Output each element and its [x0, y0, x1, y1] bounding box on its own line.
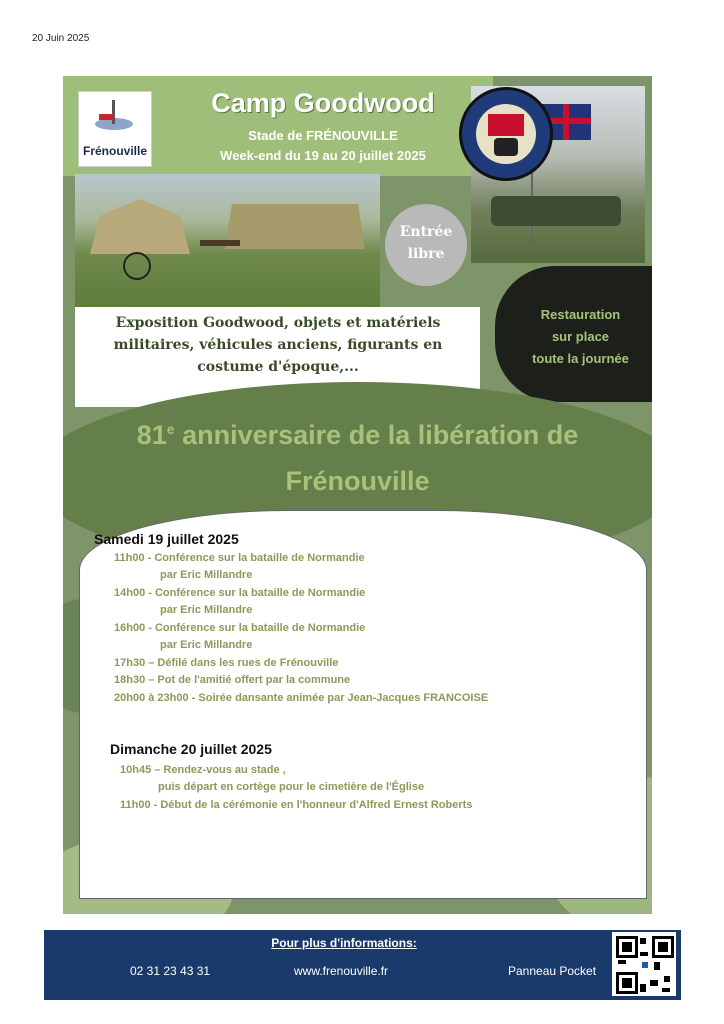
event-dates: Week-end du 19 au 20 juillet 2025	[220, 148, 426, 163]
website-link[interactable]: www.frenouville.fr	[294, 964, 389, 978]
catering-text: Restauration sur place toute la journée	[532, 307, 629, 366]
program-panel	[79, 510, 647, 899]
poster-title: Camp Goodwood	[211, 88, 435, 118]
list-item: 10h45 – Rendez-vous au stade ,	[120, 764, 286, 776]
sunday-heading: Dimanche 20 juillet 2025	[110, 741, 272, 757]
phone-number: 02 31 23 43 31	[130, 964, 211, 978]
list-item: 16h00 - Conférence sur la bataille de Normandie	[114, 622, 366, 634]
anniversary-heading: 81e anniversaire de la libération de	[136, 420, 579, 450]
list-item: 20h00 à 23h00 - Soirée dansante animée par Jean-Jacques FRANCOISE	[114, 692, 489, 704]
town-logo	[78, 91, 152, 167]
venue: Stade de FRÉNOUVILLE	[248, 128, 398, 143]
camp-photo	[75, 174, 380, 307]
list-item: par Eric Millandre	[160, 639, 253, 651]
list-item: 17h30 – Défilé dans les rues de Frénouville	[114, 657, 339, 669]
list-item: par Eric Millandre	[160, 569, 253, 581]
france-memoire-badge	[459, 87, 553, 181]
event-poster	[63, 76, 652, 914]
anniversary-town: Frénouville	[285, 466, 430, 496]
saturday-heading: Samedi 19 juillet 2025	[94, 531, 239, 547]
list-item: 11h00 - Début de la cérémonie en l'honneur d'Alfred Ernest Roberts	[120, 799, 473, 811]
info-footer	[44, 930, 681, 1000]
list-item: par Eric Millandre	[160, 604, 253, 616]
document-date: 20 Juin 2025	[32, 33, 90, 44]
qr-code[interactable]	[612, 932, 676, 996]
logo-text: Frénouville	[82, 144, 147, 158]
list-item: 11h00 - Conférence sur la bataille de Normandie	[114, 552, 365, 564]
list-item: 14h00 - Conférence sur la bataille de Normandie	[114, 587, 366, 599]
panneau-pocket: Panneau Pocket	[508, 964, 597, 978]
info-title: Pour plus d'informations:	[271, 936, 417, 950]
exhibition-text: Exposition Goodwood, objets et matériels militaires, véhicules anciens, figurants en costume d'époque,...	[113, 315, 443, 375]
list-item: 18h30 – Pot de l'amitié offert par la commune	[114, 674, 351, 686]
free-entry-badge: Entrée libre	[385, 204, 467, 286]
list-item: puis départ en cortège pour le cimetière de l'Église	[158, 781, 425, 793]
